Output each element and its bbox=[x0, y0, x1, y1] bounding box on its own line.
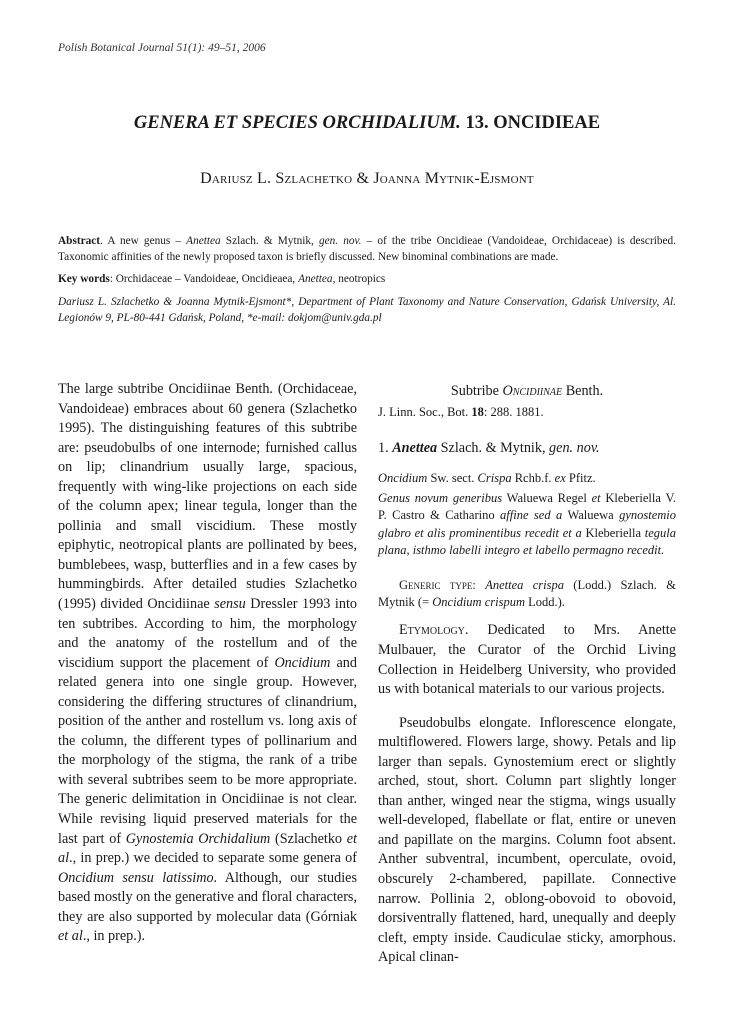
basionym-text: Sw. sect. bbox=[427, 471, 478, 485]
generic-type-text: (Lodd.) Szlach. & Mytnik (= bbox=[378, 578, 676, 610]
abstract-label: Abstract bbox=[58, 235, 101, 247]
intro-text: The large subtribe Oncidiinae Benth. (Orchidaceae, Vandoideae) embraces about 60 genera (Szlachetko 1995). The distinguishing features of this subtribe are: pseudobulbs of one internode; furnished callus on lip; clinandrium usually large, spacious, frequently with wing-like projections on each side of the column apex; linear tegula, longer than the pollinia and small viscidium. These mostly epiphytic, neotropical plants are pollinated by bees, bumblebees, wasp, butterflies and in a few cases by hummingbirds. After detailed studies Szlachetko (1995) divided Oncidiinae bbox=[58, 381, 357, 613]
author-address: Dariusz L. Szlachetko & Joanna Mytnik-Ejsmont*, Department of Plant Taxonomy and Nature Conservation, Gdańsk University, Al. Legionów 9, PL-80-441 Gdańsk, Poland, *e-mail: dokjom@univ.gda.pl bbox=[58, 296, 676, 324]
abstract-gennov: gen. nov. bbox=[318, 235, 362, 247]
diagnosis-italic: gynostemio glabro et alis prominentibus recedit et a bbox=[378, 508, 677, 540]
generic-type-text: Lodd.). bbox=[524, 595, 565, 610]
intro-italic: Oncidium sensu latissimo bbox=[58, 869, 214, 886]
latin-diagnosis bbox=[378, 490, 676, 559]
intro-italic: Oncidium bbox=[274, 654, 331, 671]
title-italic: GENERA ET SPECIES ORCHIDALIUM. bbox=[133, 113, 461, 133]
intro-italic: et al bbox=[58, 830, 357, 867]
subtribe-heading bbox=[378, 382, 676, 401]
keywords bbox=[58, 272, 676, 288]
etymology-label: Etymology bbox=[399, 622, 465, 639]
basionym-genus: Oncidium bbox=[378, 471, 428, 485]
abstract bbox=[58, 234, 676, 265]
ref-volume: 18 bbox=[471, 405, 484, 419]
left-column bbox=[58, 380, 357, 947]
subtribe-name: Oncidiinae bbox=[502, 383, 563, 399]
diagnosis-text: Waluewa Regel bbox=[502, 491, 592, 506]
diagnosis-italic: et bbox=[591, 491, 601, 506]
intro-text: ., in prep.) we decided to separate some genera of bbox=[69, 850, 357, 867]
diagnosis-italic: affine sed a bbox=[500, 508, 563, 523]
subtribe-label: Subtribe bbox=[450, 383, 503, 399]
subtribe-author: Benth. bbox=[562, 383, 604, 399]
genus-author: Szlach. & Mytnik, bbox=[437, 440, 550, 456]
diagnosis-text: Waluewa bbox=[562, 508, 620, 523]
generic-type-text: : bbox=[472, 578, 486, 593]
diagnosis-italic: Genus novum generibus bbox=[378, 491, 503, 506]
generic-type-basionym: Oncidium crispum bbox=[432, 595, 525, 610]
keywords-genus: Anettea, bbox=[298, 273, 336, 285]
diagnosis-text: Kleberiella V. P. Castro & Catharino bbox=[378, 491, 676, 523]
etymology-text: . Dedicated to Mrs. Anette Mulbauer, the Curator of the Orchid Living Collection in Heidelberg University, who provided us with botanical materials to our various projects. bbox=[378, 622, 676, 698]
article-title bbox=[0, 113, 734, 134]
genus-heading bbox=[378, 439, 676, 458]
generic-type bbox=[378, 577, 676, 611]
diagnosis-italic: tegula plana, isthmo labelli integro et labello permagno recedit. bbox=[378, 525, 676, 557]
subtribe-reference bbox=[378, 404, 676, 421]
ref-text: J. Linn. Soc., Bot. bbox=[378, 405, 472, 419]
keywords-text: : Orchidaceae – Vandoideae, Oncidieaea, bbox=[109, 273, 299, 285]
genus-name: Anettea bbox=[392, 440, 438, 456]
keywords-label: Key words bbox=[58, 273, 110, 285]
intro-text: . Although, our studies based mostly on the generative and floral characters, they are also supported by molecular data (Górniak bbox=[58, 869, 357, 925]
abstract-genus: Anettea bbox=[186, 235, 221, 247]
genus-nov: gen. nov. bbox=[549, 440, 600, 456]
etymology bbox=[378, 621, 676, 699]
title-rest: 13. ONCIDIEAE bbox=[460, 113, 601, 133]
intro-text: (Szlachetko bbox=[270, 830, 347, 847]
intro-italic: Gynostemia Orchidalium bbox=[125, 830, 271, 847]
diagnosis-text: Kleberiella bbox=[581, 525, 645, 540]
intro-text: Dressler 1993 into ten subtribes. According to him, the morphology and the anatomy of the rostellum and of the viscidium support the placement of bbox=[58, 596, 357, 671]
keywords-text: neotropics bbox=[335, 273, 386, 285]
journal-citation: Polish Botanical Journal 51(1): 49–51, 2006 bbox=[58, 42, 266, 54]
abstract-text: . A new genus – bbox=[100, 235, 187, 247]
abstract-text: – of the tribe Oncidieae (Vandoideae, Orchidaceae) is described. Taxonomic affinities of the newly proposed taxon is briefly discussed. New binominal combinations are made. bbox=[58, 235, 676, 263]
basionym-section: Crispa bbox=[477, 471, 512, 485]
basionym-text: Rchb.f. bbox=[511, 471, 555, 485]
generic-type-species: Anettea crispa bbox=[485, 578, 564, 593]
authors: Dariusz L. Szlachetko & Joanna Mytnik-Ejsmont bbox=[200, 170, 534, 187]
basionym bbox=[378, 470, 676, 487]
right-column bbox=[378, 382, 676, 968]
genus-number: 1. bbox=[378, 440, 393, 456]
basionym-text: Pfitz. bbox=[565, 471, 596, 485]
intro-italic: sensu bbox=[214, 596, 246, 613]
abstract-text: Szlach. & Mytnik, bbox=[220, 235, 319, 247]
intro-text: and related genera into one single group. However, considering the differing structures of clinandrium, position of the anther and rostellum vs. long axis of the column, the different types of pollinarium and the morphology of the stigma, the rank of a tribe with several subtribes seem to be more appropriate. The generic delimitation in Oncidiinae is not clear. While revising liquid preserved materials for the last part of bbox=[58, 654, 357, 847]
intro-italic: et al bbox=[58, 928, 83, 945]
description: Pseudobulbs elongate. Inflorescence elongate, multiflowered. Flowers large, showy. Petals and lip larger than sepals. Gynostemium erect or slightly arched, stout, short. Column part slightly longer than anther, winged near the stigma, wings usually well-developed, flabellate or flat, entire or uneven and papillate on the margins. Column foot absent. Anther subventral, incumbent, operculate, ovoid, obscurely 2-chambered, papillate. Connective narrow. Pollinia 2, oblong-obovoid to obovoid, dorsiventrally flattened, hard, unequally and deeply cleft, empty inside. Caudiculae sticky, amorphous. Apical clinan- bbox=[378, 714, 676, 966]
basionym-ex: ex bbox=[554, 471, 566, 485]
ref-text: : 288. 1881. bbox=[483, 405, 544, 419]
intro-paragraph bbox=[58, 380, 357, 947]
generic-type-label: Generic type bbox=[399, 578, 473, 593]
intro-text: ., in prep.). bbox=[82, 928, 146, 945]
